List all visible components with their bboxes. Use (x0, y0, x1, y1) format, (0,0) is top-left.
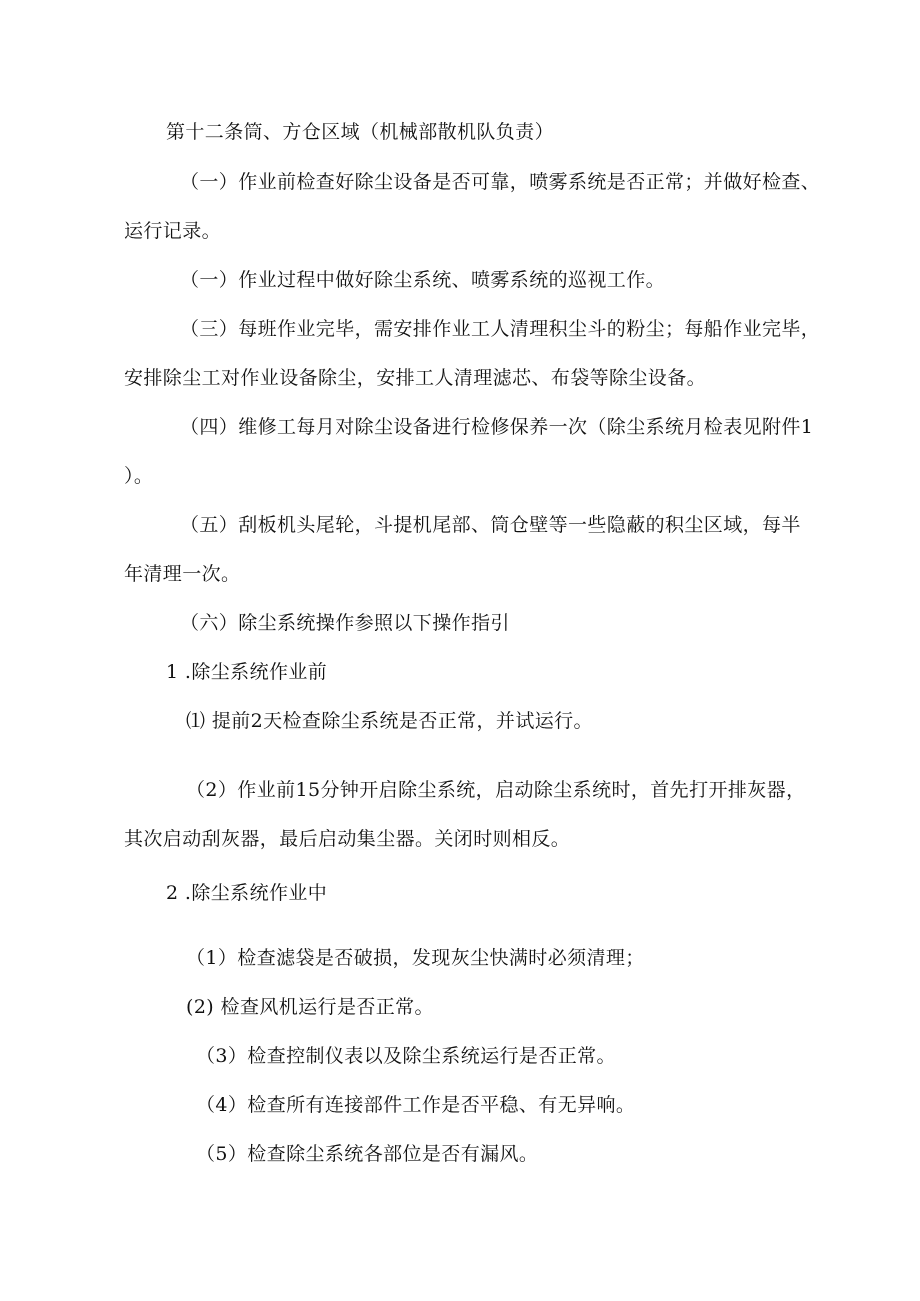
item-1-line-1: （一）作业前检查好除尘设备是否可靠，喷雾系统是否正常；并做好检查、 (180, 171, 821, 193)
item-3-line-2: 安排除尘工对作业设备除尘，安排工人清理滤芯、布袋等除尘设备。 (124, 367, 707, 389)
section-1-step-2-line-1: （2）作业前15分钟开启除尘系统，启动除尘系统时，首先打开排灰器， (186, 779, 806, 801)
section-2-heading: 2 .除尘系统作业中 (166, 882, 328, 904)
item-4-line-2: ）。 (124, 465, 154, 487)
article-heading: 第十二条筒、方仓区域（机械部散机队负责） (166, 121, 555, 143)
section-2-step-2: (2) 检查风机运行是否正常。 (186, 996, 434, 1018)
item-6: （六）除尘系统操作参照以下操作指引 (180, 612, 510, 634)
item-5-line-1: （五）刮板机头尾轮，斗提机尾部、筒仓壁等一些隐蔽的积尘区域，每半 (180, 514, 801, 536)
section-1-step-2-line-2: 其次启动刮灰器，最后启动集尘器。关闭时则相反。 (124, 828, 571, 850)
section-2-step-4: （4）检查所有连接部件工作是否平稳、有无异响。 (196, 1094, 636, 1116)
section-2-step-3: （3）检查控制仪表以及除尘系统运行是否正常。 (196, 1045, 616, 1067)
item-4-line-1: （四）维修工每月对除尘设备进行检修保养一次（除尘系统月检表见附件1 (180, 416, 814, 438)
section-1-step-1: ⑴ 提前2天检查除尘系统是否正常，并试运行。 (186, 710, 593, 732)
section-2-step-1: （1）检查滤袋是否破损，发现灰尘快满时必须清理； (186, 947, 645, 969)
item-3-line-1: （三）每班作业完毕，需安排作业工人清理积尘斗的粉尘；每船作业完毕， (180, 318, 821, 340)
section-2-step-5: （5）检查除尘系统各部位是否有漏风。 (196, 1143, 539, 1165)
item-2: （一）作业过程中做好除尘系统、喷雾系统的巡视工作。 (180, 269, 666, 291)
section-1-heading: 1 .除尘系统作业前 (166, 661, 328, 683)
item-1-line-2: 运行记录。 (124, 220, 222, 242)
item-5-line-2: 年清理一次。 (124, 563, 241, 585)
